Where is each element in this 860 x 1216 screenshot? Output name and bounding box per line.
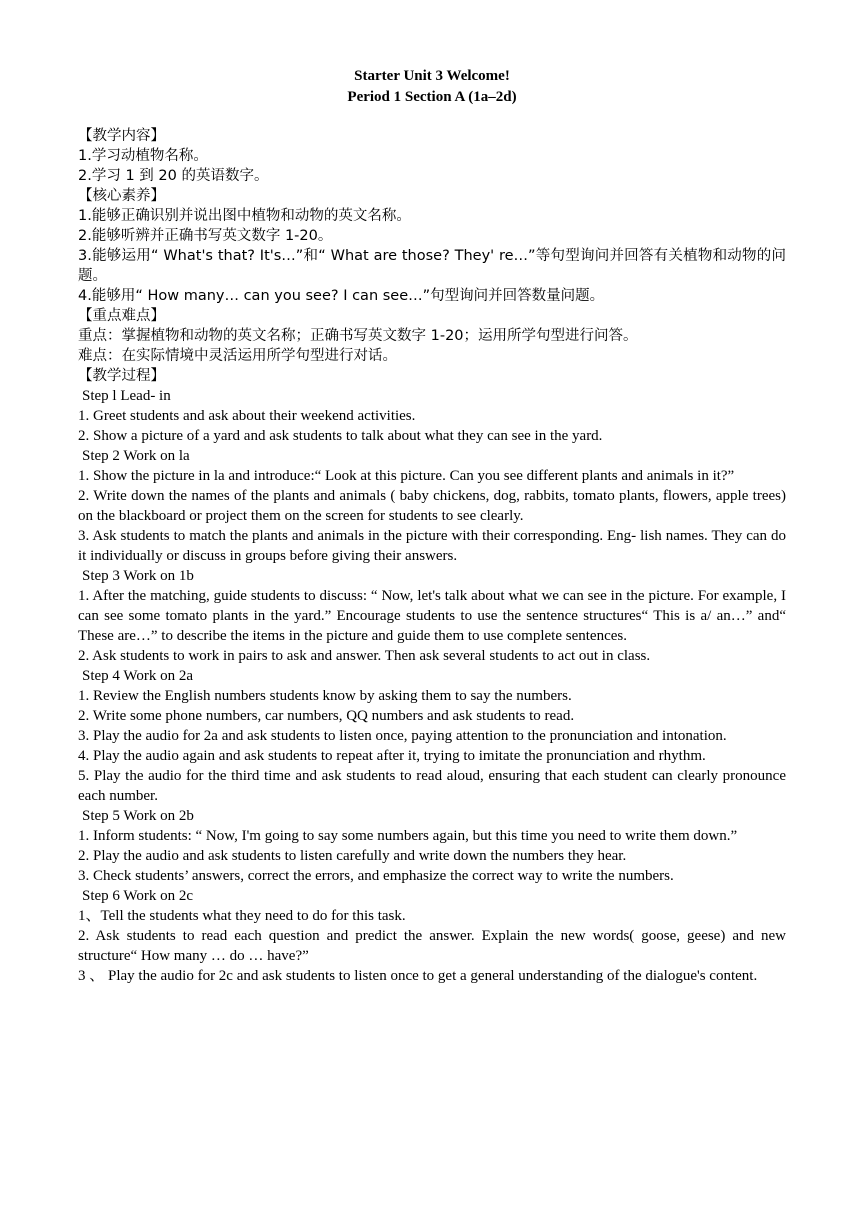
step-5-item-3: 3. Check students’ answers, correct the errors, and emphasize the correct way to write the numbers. [78, 868, 674, 884]
step-6-item-3: 3 、 Play the audio for 2c and ask students to listen once to get a general understanding of the dialogue's content. [78, 968, 758, 984]
step-2-heading: Step 2 Work on la [82, 448, 190, 464]
step-5-heading: Step 5 Work on 2b [82, 808, 194, 824]
content-item-2: 2.学习 1 到 20 的英语数字。 [78, 168, 269, 184]
document-subtitle: Period 1 Section A (1a–2d) [347, 89, 517, 105]
step-3-item-1: 1. After the matching, guide students to discuss: “ Now, let's talk about what we can see in the picture. For example, I can see some tomato plants in the yard.” Encourage students to use the sentence structures“ This is a/ an…” and“ These are…” to describe the items in the picture and guide them to use complete sentences. [78, 588, 786, 644]
step-4-item-1: 1. Review the English numbers students know by asking them to say the numbers. [78, 688, 572, 704]
step-5-item-1: 1. Inform students: “ Now, I'm going to say some numbers again, but this time you need to write them down.” [78, 828, 738, 844]
title-block [78, 66, 786, 108]
step-1-item-1: 1. Greet students and ask about their weekend activities. [78, 408, 416, 424]
heading-teaching-process: 【教学过程】 [78, 368, 165, 384]
literacy-item-3: 3.能够运用“ What's that? It's…”和“ What are those? They' re…”等句型询问并回答有关植物和动物的问题。 [78, 248, 786, 284]
step-4-item-2: 2. Write some phone numbers, car numbers, QQ numbers and ask students to read. [78, 708, 575, 724]
step-1-heading: Step l Lead- in [82, 388, 171, 404]
step-4-item-3: 3. Play the audio for 2a and ask students to listen once, paying attention to the pronunciation and intonation. [78, 728, 727, 744]
step-6-item-1: 1、Tell the students what they need to do for this task. [78, 908, 406, 924]
document-page [78, 66, 786, 986]
literacy-item-4: 4.能够用“ How many… can you see? I can see…”句型询问并回答数量问题。 [78, 288, 605, 304]
step-5-item-2: 2. Play the audio and ask students to listen carefully and write down the numbers they hear. [78, 848, 627, 864]
step-6-item-2: 2. Ask students to read each question and predict the answer. Explain the new words( goose, geese) and new structure“ How many … do … have?” [78, 928, 786, 964]
difficult-point: 难点：在实际情境中灵活运用所学句型进行对话。 [78, 348, 397, 364]
step-2-item-1: 1. Show the picture in la and introduce:“ Look at this picture. Can you see different plants and animals in it?” [78, 468, 735, 484]
step-2-item-2: 2. Write down the names of the plants and animals ( baby chickens, dog, rabbits, tomato plants, flowers, apple trees) on the blackboard or project them on the screen for students to see clearly. [78, 488, 786, 524]
literacy-item-2: 2.能够听辨并正确书写英文数字 1-20。 [78, 228, 333, 244]
document-title: Starter Unit 3 Welcome! [354, 68, 510, 84]
step-3-item-2: 2. Ask students to work in pairs to ask and answer. Then ask several students to act out in class. [78, 648, 651, 664]
step-1-item-2: 2. Show a picture of a yard and ask students to talk about what they can see in the yard. [78, 428, 603, 444]
step-4-item-4: 4. Play the audio again and ask students to repeat after it, trying to imitate the pronunciation and rhythm. [78, 748, 706, 764]
heading-teaching-content: 【教学内容】 [78, 128, 165, 144]
heading-core-literacy: 【核心素养】 [78, 188, 165, 204]
key-point: 重点：掌握植物和动物的英文名称；正确书写英文数字 1-20；运用所学句型进行问答。 [78, 328, 638, 344]
step-3-heading: Step 3 Work on 1b [82, 568, 194, 584]
literacy-item-1: 1.能够正确识别并说出图中植物和动物的英文名称。 [78, 208, 411, 224]
step-2-item-3: 3. Ask students to match the plants and animals in the picture with their corresponding. Eng- lish names. They can do it individually or discuss in groups before giving their answers. [78, 528, 786, 564]
content-item-1: 1.学习动植物名称。 [78, 148, 208, 164]
heading-key-difficult: 【重点难点】 [78, 308, 165, 324]
step-4-heading: Step 4 Work on 2a [82, 668, 194, 684]
step-6-heading: Step 6 Work on 2c [82, 888, 194, 904]
step-4-item-5: 5. Play the audio for the third time and ask students to read aloud, ensuring that each student can clearly pronounce each number. [78, 768, 786, 804]
